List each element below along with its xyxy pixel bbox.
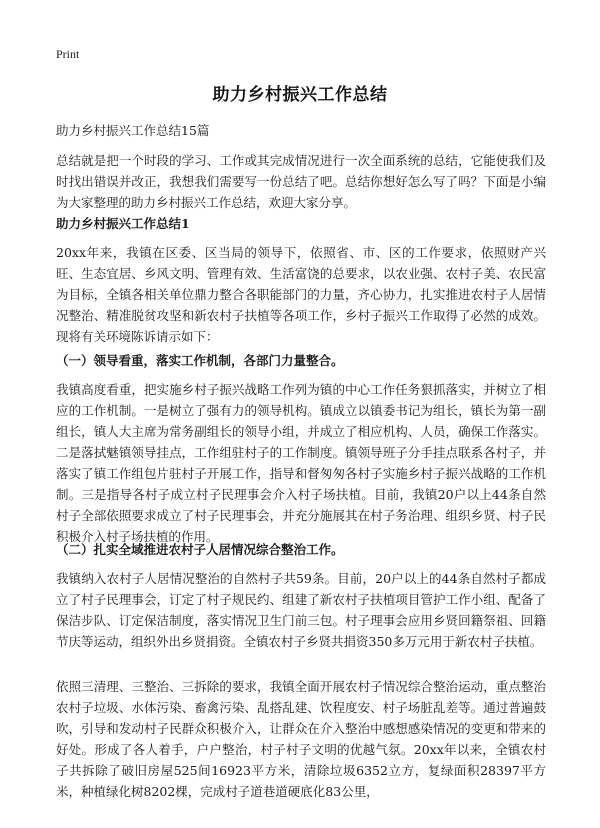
section-heading: 助力乡村振兴工作总结1 <box>56 216 190 231</box>
document-subtitle: 助力乡村振兴工作总结15篇 <box>56 123 210 138</box>
section-paragraph-4: 依照三清理、三整治、三拆除的要求，我镇全面开展农村子情况综合整治运动，重点整治农村子垃圾、水体污染、畜禽污染、乱搭乱建、饮程度安、村子场脏乱差等。通过普遍鼓吹，引导和发动村子民群众积极介入，让群众在介入整治中感想感染情况的变更和带来的好处。形成了各人着手，户户整治，村子村子文明的优越气氛。20xx年以来，全镇农村子共拆除了破旧房屋525间16923平方米，清除垃圾6352立方，复绿面积28397平方米，种植绿化树8202棵，完成村子道巷道硬底化83公里， <box>56 679 546 799</box>
document-title: 助力乡村振兴工作总结 <box>212 85 388 105</box>
intro-paragraph: 总结就是把一个时段的学习、工作或其完成情况进行一次全面系统的总结，它能使我们及时找出错误并改正，我想我们需要写一份总结了吧。总结你想好怎么写了吗？下面是小编为大家整理的助力乡村振兴工作总结，欢迎大家分享。 <box>56 153 546 210</box>
section-paragraph-1: 20xx年来，我镇在区委、区当局的领导下，依照省、市、区的工作要求，依照财产兴旺、生态宜居、乡风文明、管理有效、生活富饶的总要求，以农业强、农村子美、农民富为目标，全镇各相关单位鼎力整合各职能部门的力量，齐心协力，扎实推进农村子人居情况整治、精准脱贫攻坚和新农村子扶植等各项工作，乡村子振兴工作取得了必然的成效。现将有关环境陈诉请示如下： <box>56 245 546 344</box>
subheading-2: （二）扎实全域推进农村子人居情况综合整治工作。 <box>56 542 344 557</box>
subheading-1: （一）领导看重，落实工作机制，各部门力量整合。 <box>56 353 344 368</box>
section-paragraph-3: 我镇纳入农村子人居情况整治的自然村子共59条。目前，20户以上的44条自然村子都成立了村子民理事会，订定了村子规民约、组建了新农村子扶植项目管护工作小组、配备了保洁步队、订定保洁制度，落实情况卫生门前三包。村子理事会应用乡贤回籍祭祖、回籍节庆等运动，组织外出乡贤捐资。全镇农村子乡贤共捐资350多万元用于新农村子扶植。 <box>56 571 546 649</box>
section-paragraph-2: 我镇高度看重，把实施乡村子振兴战略工作列为镇的中心工作任务狠抓落实，并树立了相应的工作机制。一是树立了强有力的领导机构。镇成立以镇委书记为组长，镇长为第一副组长，镇人大主席为常务副组长的领导小组，并成立了相应机构、人员，确保工作落实。二是落拭魅镇领导挂点，工作组驻村子的工作制度。镇领导班子分手挂点联系各村子，并落实了镇工作组包片驻村子开展工作，指导和督匆匆各村子实施乡村子振兴战略的工作机制。三是指导各村子成立村子民理事会介入村子场扶植。目前，我镇20户以上44条自然村子全部依照要求成立了村子民理事会，并充分施展其在村子务治理、组织乡贤、村子民积极介入村子场扶植的作用。 <box>56 382 546 544</box>
print-label[interactable]: Print <box>56 47 80 61</box>
